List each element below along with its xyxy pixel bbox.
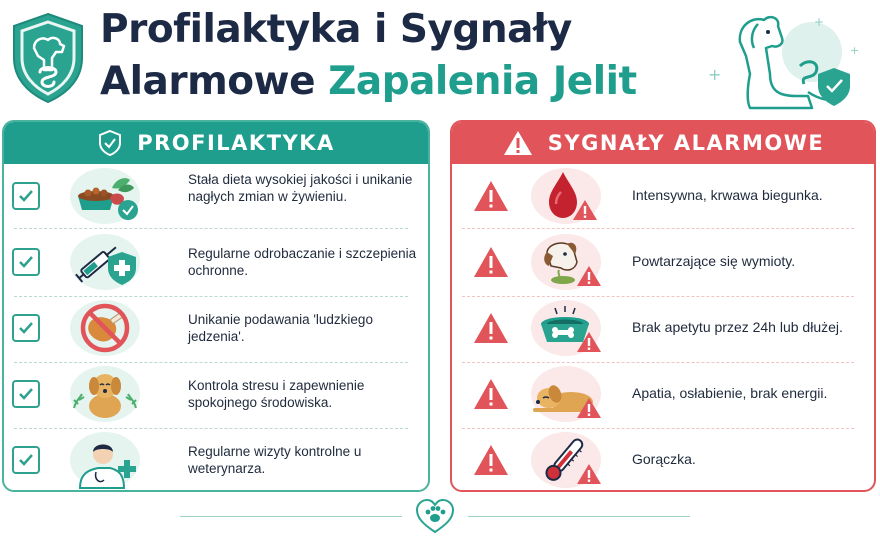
title-dark-part: Alarmowe (100, 59, 329, 104)
checkbox-icon (12, 380, 40, 408)
warning-item (452, 230, 874, 294)
warning-signs-panel (450, 120, 876, 492)
row-divider (14, 228, 408, 229)
warning-triangle-icon (472, 179, 510, 213)
prevention-title: PROFILAKTYKA (137, 131, 335, 155)
veterinarian-icon (66, 430, 144, 490)
dog-food-bowl-icon (66, 166, 144, 226)
warning-item-text: Apatia, osłabienie, brak energii. (632, 385, 828, 401)
prevention-panel (2, 120, 430, 492)
checkbox-icon (12, 446, 40, 474)
empty-bowl-icon (527, 298, 605, 358)
calm-dog-icon (66, 364, 144, 424)
prevention-header (4, 122, 428, 164)
warning-item (452, 362, 874, 426)
warning-item-text: Gorączka. (632, 451, 696, 467)
svg-text:+: + (708, 65, 722, 84)
prevention-item (4, 428, 428, 492)
warning-signs-header (452, 122, 874, 164)
blood-drop-icon (527, 166, 605, 226)
prevention-item-text: Regularne odrobaczanie i szczepienia ochronne. (188, 246, 417, 278)
heart-paw-icon (413, 496, 457, 536)
warning-signs-title: SYGNAŁY ALARMOWE (547, 131, 825, 155)
warning-triangle-icon (502, 129, 534, 157)
prevention-item-text: Stała dieta wysokiej jakości i unikanie nagłych zmian w żywieniu. (188, 172, 413, 204)
svg-text:+: + (814, 15, 825, 29)
lethargic-dog-icon (527, 364, 605, 424)
prevention-item-text: Kontrola stresu i zapewnienie spokojnego środowiska. (188, 378, 365, 410)
warning-item (452, 428, 874, 492)
page-title (100, 4, 660, 108)
warning-item (452, 164, 874, 228)
row-divider (462, 228, 854, 229)
prevention-item (4, 164, 428, 228)
prevention-item-text: Regularne wizyty kontrolne u weterynarza. (188, 444, 362, 476)
thermometer-icon (527, 430, 605, 490)
title-accent-part: Zapalenia Jelit (328, 59, 637, 104)
vomiting-dog-icon (527, 232, 605, 292)
checkbox-icon (12, 248, 40, 276)
warning-item-text: Brak apetytu przez 24h lub dłużej. (632, 319, 843, 335)
shield-logo-icon (8, 10, 88, 106)
shield-check-icon (97, 129, 123, 157)
warning-item (452, 296, 874, 360)
title-line-2 (100, 56, 660, 108)
footer-divider-left (180, 516, 402, 517)
checkbox-icon (12, 314, 40, 342)
no-human-food-icon (66, 298, 144, 358)
prevention-item (4, 296, 428, 360)
warning-item-text: Powtarzające się wymioty. (632, 253, 796, 269)
warning-triangle-icon (472, 443, 510, 477)
warning-triangle-icon (472, 245, 510, 279)
checkbox-icon (12, 182, 40, 210)
warning-item-text: Intensywna, krwawa biegunka. (632, 187, 823, 203)
title-line-1: Profilaktyka i Sygnały (100, 7, 572, 52)
syringe-shield-icon (66, 232, 144, 292)
svg-text:+: + (850, 44, 860, 57)
dog-hero-icon (700, 4, 870, 116)
warning-triangle-icon (472, 311, 510, 345)
prevention-item (4, 230, 428, 294)
warning-triangle-icon (472, 377, 510, 411)
prevention-item-text: Unikanie podawania 'ludzkiego jedzenia'. (188, 312, 373, 344)
prevention-item (4, 362, 428, 426)
footer-divider-right (468, 516, 690, 517)
